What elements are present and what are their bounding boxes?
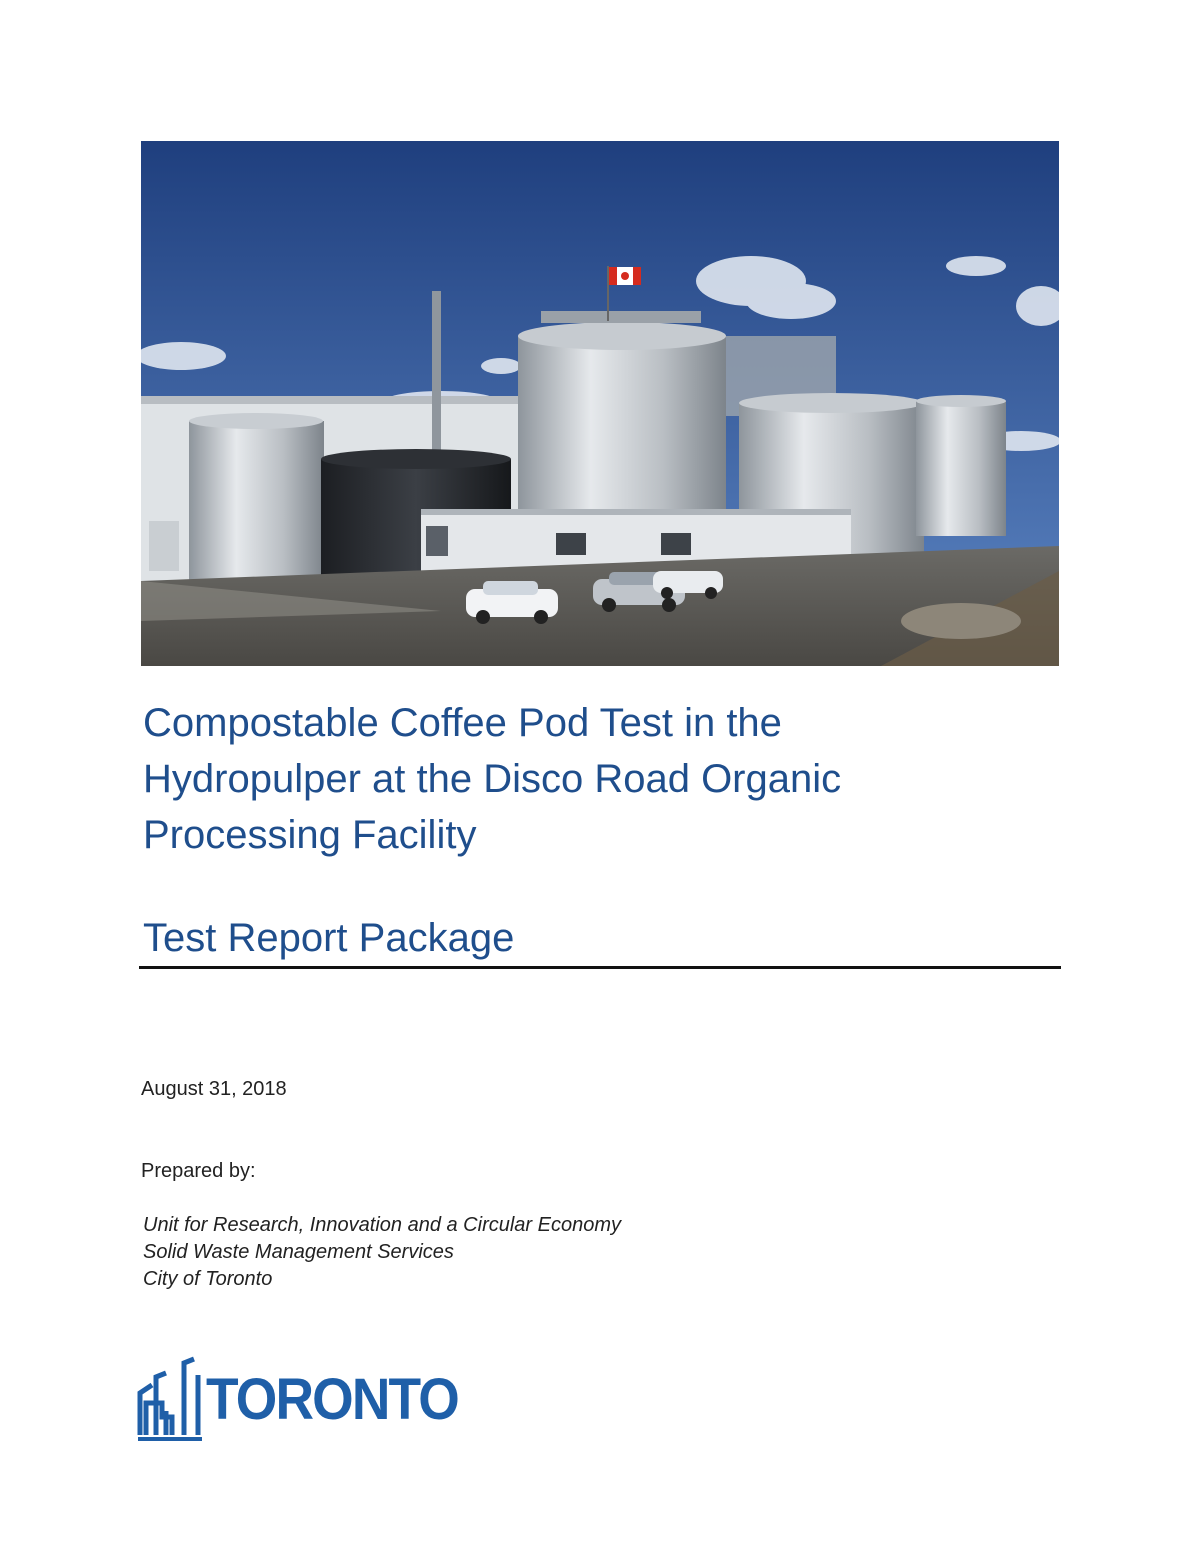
prepared-by-block (143, 1212, 621, 1293)
prepared-by-line: Solid Waste Management Services (143, 1241, 454, 1263)
prepared-by-label: Prepared by: (141, 1160, 256, 1182)
toronto-logo (136, 1355, 458, 1445)
report-subtitle: Test Report Package (143, 916, 515, 960)
report-title-line: Hydropulper at the Disco Road Organic (143, 757, 842, 801)
prepared-by-line: Unit for Research, Innovation and a Circular Economy (143, 1214, 622, 1236)
subtitle-divider (139, 966, 1061, 969)
toronto-city-hall-icon (136, 1355, 206, 1445)
report-title-line: Processing Facility (143, 813, 477, 857)
report-date: August 31, 2018 (141, 1078, 287, 1100)
cover-photo (141, 141, 1059, 666)
facility-photo-illustration (141, 141, 1059, 666)
prepared-by-line: City of Toronto (143, 1268, 273, 1290)
toronto-wordmark: TORONTO (206, 1367, 458, 1432)
report-title (143, 695, 1043, 863)
report-title-line: Compostable Coffee Pod Test in the (143, 701, 782, 745)
